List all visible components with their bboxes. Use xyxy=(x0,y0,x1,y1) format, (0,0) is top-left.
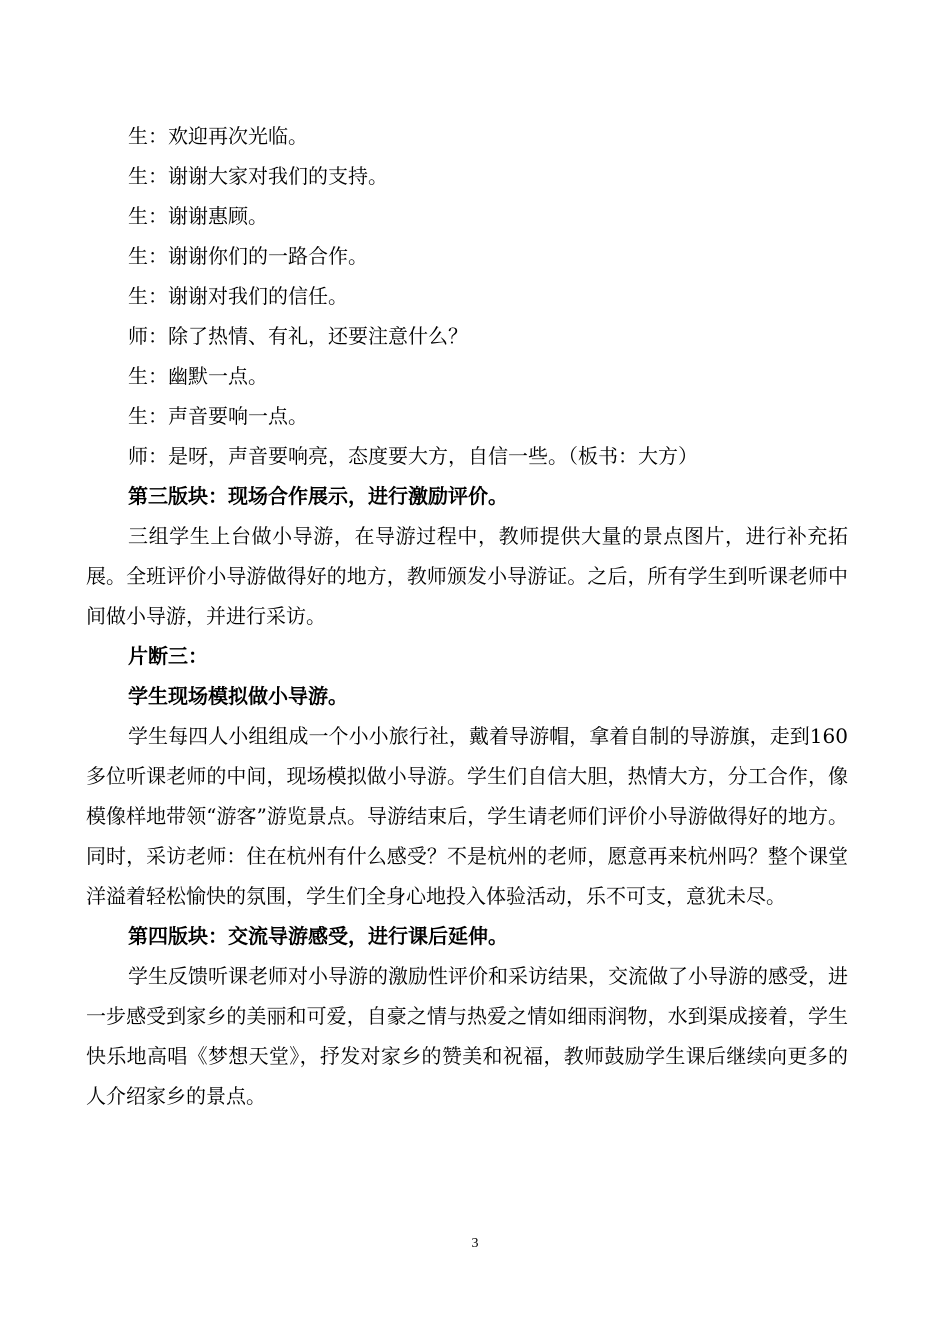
fragment3-subheading: 学生现场模拟做小导游。 xyxy=(128,684,348,708)
section3-body: 三组学生上台做小导游，在导游过程中，教师提供大量的景点图片，进行补充拓展。全班评价小导游做得好的地方，教师颁发小导游证。之后，所有学生到听课老师中间做小导游，并进行采访。 xyxy=(86,524,848,628)
fragment3-body: 学生每四人小组组成一个小小旅行社，戴着导游帽，拿着自制的导游旗，走到160多位听课老师的中间，现场模拟做小导游。学生们自信大胆，热情大方，分工合作，像模像样地带领“游客”游览景点。导游结束后，学生请老师们评价小导游做得好的地方。同时，采访老师：住在杭州有什么感受？不是杭州的老师，愿意再来杭州吗？整个课堂洋溢着轻松愉快的氛围，学生们全身心地投入体验活动，乐不可支，意犹未尽。 xyxy=(86,724,848,908)
dialogue-line: 生：幽默一点。 xyxy=(128,364,268,388)
dialogue-line: 生：声音要响一点。 xyxy=(128,404,308,428)
fragment3-heading: 片断三： xyxy=(128,644,208,668)
section3-heading: 第三版块：现场合作展示，进行激励评价。 xyxy=(128,484,508,508)
section4-body: 学生反馈听课老师对小导游的激励性评价和采访结果，交流做了小导游的感受，进一步感受到家乡的美丽和可爱，自豪之情与热爱之情如细雨润物，水到渠成接着，学生快乐地高唱《梦想天堂》，抒发对家乡的赞美和祝福，教师鼓励学生课后继续向更多的人介绍家乡的景点。 xyxy=(86,964,848,1108)
dialogue-line: 生：欢迎再次光临。 xyxy=(128,124,308,148)
dialogue-line: 生：谢谢你们的一路合作。 xyxy=(128,244,368,268)
page-number: 3 xyxy=(471,1236,479,1251)
section4-heading: 第四版块：交流导游感受，进行课后延伸。 xyxy=(128,924,508,948)
dialogue-line: 生：谢谢对我们的信任。 xyxy=(128,284,348,308)
dialogue-line: 师：是呀，声音要响亮，态度要大方，自信一些。（板书：大方） xyxy=(128,444,698,468)
dialogue-line: 师：除了热情、有礼，还要注意什么？ xyxy=(128,324,468,348)
dialogue-line: 生：谢谢惠顾。 xyxy=(128,204,268,228)
page-content xyxy=(86,116,848,1116)
dialogue-line: 生：谢谢大家对我们的支持。 xyxy=(128,164,388,188)
